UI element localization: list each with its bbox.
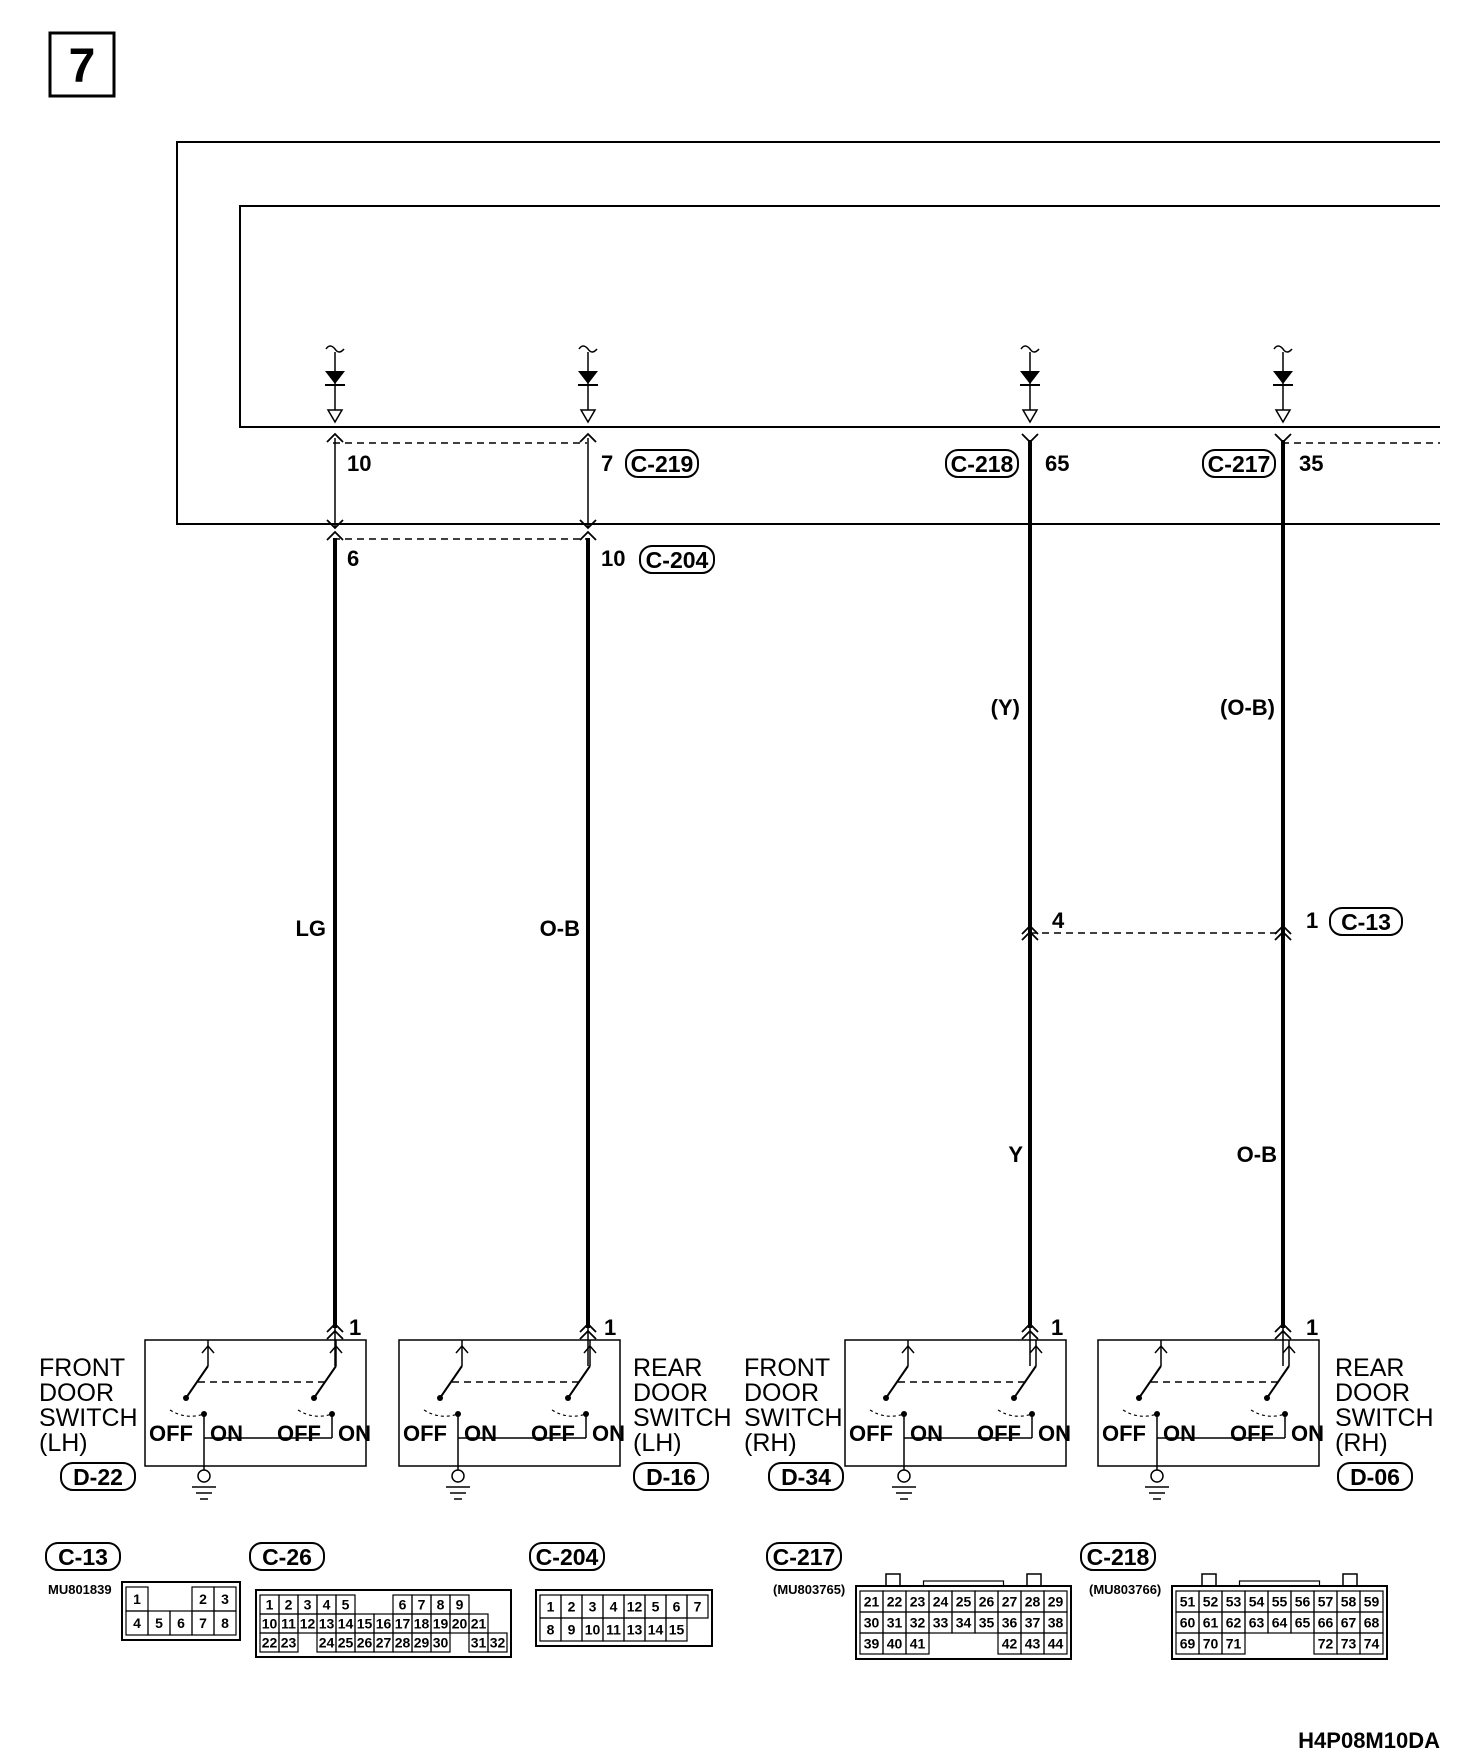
connector-view-c-13 (46, 1543, 240, 1640)
door-switch-rear-lh (399, 1328, 625, 1499)
ecu-input-front-lh (325, 346, 345, 422)
connector-pin-number: 19 (432, 1615, 449, 1632)
wire-color-ob-rh: O-B (1236, 1142, 1277, 1167)
connector-pin-number: 14 (337, 1615, 354, 1632)
mid-pin-ob: 1 (1306, 908, 1319, 933)
mid-pin-y: 4 (1052, 908, 1065, 933)
connector-tag-d-22 (61, 1463, 135, 1490)
connector-pin-number: 42 (1001, 1635, 1018, 1652)
connector-pin-number: 36 (1001, 1614, 1018, 1631)
connector-pin-number: 69 (1179, 1635, 1196, 1652)
connector-pin-number: 11 (606, 1621, 621, 1638)
connector-pin-number: 5 (651, 1598, 660, 1615)
connector-tag-d-06 (1338, 1463, 1412, 1490)
connector-pin-number: 37 (1024, 1614, 1041, 1631)
connector-pin-number: 73 (1340, 1635, 1357, 1652)
switch-pivot (311, 1395, 317, 1401)
connector-pin-number: 13 (626, 1621, 643, 1638)
svg-text:DOOR: DOOR (39, 1379, 114, 1407)
svg-text:FRONT: FRONT (39, 1354, 126, 1382)
switch-off-label: OFF (1230, 1421, 1274, 1446)
connector-view-c-26 (250, 1543, 511, 1657)
connector-pin-number: 60 (1179, 1614, 1196, 1631)
connector-pin-number: 26 (978, 1593, 995, 1610)
connector-pin-number: 40 (886, 1635, 903, 1652)
ecu-inner-module (240, 206, 1440, 427)
svg-text:SWITCH: SWITCH (1335, 1404, 1434, 1432)
connector-pin-number: 15 (668, 1621, 685, 1638)
ground-terminal (1151, 1470, 1163, 1482)
connector-view-name: C-13 (58, 1544, 108, 1570)
connector-pin-number: 62 (1225, 1614, 1242, 1631)
terminal-ecu-ob-rh (1275, 434, 1291, 442)
terminal-ecu-y (1022, 434, 1038, 442)
svg-text:DOOR: DOOR (1335, 1379, 1410, 1407)
svg-text:C-219: C-219 (630, 451, 694, 477)
switch-travel-arc (998, 1410, 1032, 1416)
connector-pin-number: 1 (133, 1591, 141, 1607)
svg-text:C-204: C-204 (645, 547, 709, 573)
connector-pin-number: 32 (489, 1634, 506, 1651)
connector-latch (1202, 1574, 1216, 1586)
connector-pin-number: 55 (1271, 1593, 1288, 1610)
wire-color-ob-lh: O-B (539, 916, 580, 941)
switch-pivot (883, 1395, 889, 1401)
switch-box (145, 1340, 366, 1466)
svg-text:C-217: C-217 (1207, 451, 1271, 477)
switch-on-label: ON (210, 1421, 243, 1446)
input-noise-symbol (1274, 346, 1292, 352)
connector-pin-number: 44 (1047, 1635, 1064, 1652)
svg-text:SWITCH: SWITCH (744, 1404, 843, 1432)
switch-on-label: ON (1038, 1421, 1071, 1446)
connector-pin-number: 39 (863, 1635, 880, 1652)
switch-pivot (1264, 1395, 1270, 1401)
connector-pin-number: 14 (647, 1621, 664, 1638)
svg-text:(RH): (RH) (744, 1429, 797, 1457)
svg-text:SWITCH: SWITCH (633, 1404, 732, 1432)
connector-pin-number: 66 (1317, 1614, 1334, 1631)
input-noise-symbol (326, 346, 344, 352)
diode-icon (325, 371, 345, 384)
ecu-input-front-rh (1020, 346, 1040, 422)
input-arrow-icon (1023, 410, 1037, 422)
connector-pin-number: 61 (1202, 1614, 1219, 1631)
connector-pin-number: 38 (1047, 1614, 1064, 1631)
door-switch-front-lh (145, 1328, 371, 1499)
connector-pin-number: 72 (1317, 1635, 1334, 1652)
connector-pin-number: 52 (1202, 1593, 1219, 1610)
connector-pin-number: 20 (451, 1615, 468, 1632)
connector-part-number: (MU803766) (1089, 1582, 1162, 1597)
wire-color-y: Y (1008, 1142, 1023, 1167)
connector-view-c-217 (767, 1543, 1071, 1659)
connector-tag-c-218 (946, 450, 1018, 477)
switch-travel-arc (552, 1410, 586, 1416)
svg-text:C-218: C-218 (950, 451, 1014, 477)
ecu-input-rear-lh (578, 346, 598, 422)
connector-pin-number: 8 (221, 1615, 229, 1631)
switch-travel-arc (424, 1410, 458, 1416)
connector-pin-number: 2 (284, 1596, 293, 1613)
connector-latch (886, 1574, 900, 1586)
switch-off-label: OFF (531, 1421, 575, 1446)
switch-pivot (1136, 1395, 1142, 1401)
door-switch-front-rh (845, 1328, 1071, 1499)
diode-icon (1020, 371, 1040, 384)
switch-on-label: ON (910, 1421, 943, 1446)
connector-pin-number: 15 (356, 1615, 373, 1632)
switch-pin-rear-rh: 1 (1306, 1315, 1319, 1340)
switch-pivot (565, 1395, 571, 1401)
connector-pin-number: 54 (1248, 1593, 1265, 1610)
switch-pin-rear-lh: 1 (604, 1315, 617, 1340)
connector-tag-c-204 (640, 546, 714, 573)
connector-pin-number: 56 (1294, 1593, 1311, 1610)
connector-pin-number: 13 (318, 1615, 335, 1632)
connector-pin-number: 2 (567, 1598, 576, 1615)
diode-icon (578, 371, 598, 384)
connector-pin-number: 10 (584, 1621, 601, 1638)
connector-pin-number: 21 (470, 1615, 487, 1632)
connector-pin-number: 9 (567, 1621, 576, 1638)
svg-text:FRONT: FRONT (744, 1354, 831, 1382)
switch-on-label: ON (338, 1421, 371, 1446)
ground-terminal (452, 1470, 464, 1482)
connector-pin-number: 10 (261, 1615, 278, 1632)
switch-off-label: OFF (149, 1421, 193, 1446)
connector-pin-number: 24 (932, 1593, 949, 1610)
switch-box (1098, 1340, 1319, 1466)
svg-text:D-16: D-16 (646, 1464, 696, 1490)
connector-pin-number: 32 (909, 1614, 926, 1631)
switch-on-label: ON (592, 1421, 625, 1446)
switch-pin-front-rh: 1 (1051, 1315, 1064, 1340)
connector-pin-number: 23 (280, 1634, 297, 1651)
connector-pin-number: 6 (672, 1598, 681, 1615)
connector-pin-number: 8 (546, 1621, 555, 1638)
connector-pin-number: 35 (978, 1614, 995, 1631)
connector-pin-number: 53 (1225, 1593, 1242, 1610)
switch-off-label: OFF (403, 1421, 447, 1446)
connector-pin-number: 4 (133, 1615, 141, 1631)
connector-pin-number: 12 (626, 1598, 643, 1615)
switch-off-label: OFF (849, 1421, 893, 1446)
connector-pin-number: 30 (432, 1634, 449, 1651)
connector-pin-number: 4 (322, 1596, 331, 1613)
connector-view-c-218 (1081, 1543, 1387, 1659)
connector-pin-number: 25 (337, 1634, 354, 1651)
switch-on-label: ON (464, 1421, 497, 1446)
terminal-chevron (1275, 434, 1291, 442)
connector-pin-number: 43 (1024, 1635, 1041, 1652)
svg-text:(RH): (RH) (1335, 1429, 1388, 1457)
switch-box (845, 1340, 1066, 1466)
door-switch-rear-rh (1098, 1328, 1324, 1499)
switch-pivot (437, 1395, 443, 1401)
switch-travel-arc (170, 1410, 204, 1416)
connector-pin-number: 7 (693, 1598, 702, 1615)
ecu-pin-y: 65 (1045, 451, 1070, 476)
connector-pin-number: 71 (1225, 1635, 1242, 1652)
svg-text:(LH): (LH) (39, 1429, 88, 1457)
connector-pin-number: 41 (909, 1635, 926, 1652)
diode-icon (1273, 371, 1293, 384)
switch-on-label: ON (1163, 1421, 1196, 1446)
connector-pin-number: 22 (886, 1593, 903, 1610)
connector-tag-c-219 (626, 450, 698, 477)
connector-pin-number: 16 (375, 1615, 392, 1632)
input-arrow-icon (581, 410, 595, 422)
switch-pivot (183, 1395, 189, 1401)
svg-text:D-06: D-06 (1350, 1464, 1400, 1490)
connector-pin-number: 70 (1202, 1635, 1219, 1652)
wire-color-upper-ob: (O-B) (1220, 695, 1275, 720)
connector-pin-number: 11 (281, 1615, 296, 1632)
switch-label-rear-rh (1335, 1354, 1434, 1457)
page-number: 7 (68, 40, 96, 93)
connector-pin-number: 31 (470, 1634, 487, 1651)
connector-pin-number: 74 (1363, 1635, 1380, 1652)
connector-tag-c-217 (1203, 450, 1275, 477)
connector-tag-c-13 (1330, 908, 1402, 935)
figure-id: H4P08M10DA (1298, 1728, 1440, 1753)
connector-pin-number: 9 (455, 1596, 464, 1613)
connector-pin-number: 28 (1024, 1593, 1041, 1610)
connector-pin-number: 3 (221, 1591, 229, 1607)
switch-travel-arc (298, 1410, 332, 1416)
connector-pin-number: 31 (886, 1614, 903, 1631)
connector-pin-number: 24 (318, 1634, 335, 1651)
svg-text:DOOR: DOOR (744, 1379, 819, 1407)
switch-on-label: ON (1291, 1421, 1324, 1446)
connector-pin-number: 26 (356, 1634, 373, 1651)
connector-pin-number: 4 (609, 1598, 618, 1615)
connector-pin-number: 33 (932, 1614, 949, 1631)
connector-pin-number: 29 (413, 1634, 430, 1651)
connector-pin-number: 27 (1001, 1593, 1018, 1610)
connector-pin-number: 12 (299, 1615, 316, 1632)
ground-terminal (898, 1470, 910, 1482)
svg-text:DOOR: DOOR (633, 1379, 708, 1407)
connector-pin-number: 6 (177, 1615, 185, 1631)
svg-text:REAR: REAR (1335, 1354, 1405, 1382)
connector-pin-number: 51 (1179, 1593, 1196, 1610)
connector-pin-number: 3 (303, 1596, 312, 1613)
connector-pin-number: 23 (909, 1593, 926, 1610)
connector-pin-number: 6 (398, 1596, 407, 1613)
connector-pin-number: 63 (1248, 1614, 1265, 1631)
connector-view-name: C-217 (772, 1544, 836, 1570)
svg-text:D-22: D-22 (73, 1464, 123, 1490)
connector-pin-number: 25 (955, 1593, 972, 1610)
connector-part-number: (MU803765) (773, 1582, 846, 1597)
terminal-chevron (1022, 434, 1038, 442)
connector-pin-number: 64 (1271, 1614, 1288, 1631)
connector-tag-d-34 (769, 1463, 843, 1490)
wire-color-upper-y: (Y) (990, 695, 1020, 720)
switch-label-front-lh (39, 1354, 138, 1457)
ecu-pin-ob-rh: 35 (1299, 451, 1324, 476)
ground-terminal (198, 1470, 210, 1482)
connector-pin-number: 65 (1294, 1614, 1311, 1631)
svg-text:(LH): (LH) (633, 1429, 682, 1457)
connector-pin-number: 1 (546, 1598, 555, 1615)
connector-pin-number: 34 (955, 1614, 972, 1631)
svg-text:SWITCH: SWITCH (39, 1404, 138, 1432)
connector-pin-number: 58 (1340, 1593, 1357, 1610)
connector-pin-number: 28 (394, 1634, 411, 1651)
connector-pin-number: 17 (394, 1615, 411, 1632)
connector-pin-number: 8 (436, 1596, 445, 1613)
input-arrow-icon (328, 410, 342, 422)
switch-travel-arc (1251, 1410, 1285, 1416)
ecu-input-rear-rh (1273, 346, 1293, 422)
switch-pivot (1011, 1395, 1017, 1401)
connector-tag-d-16 (634, 1463, 708, 1490)
junction-pin-ob: 10 (601, 546, 626, 571)
connector-pin-number: 67 (1340, 1614, 1357, 1631)
connector-pin-number: 22 (261, 1634, 278, 1651)
svg-text:D-34: D-34 (781, 1464, 831, 1490)
ecu-pin-lg: 10 (347, 451, 372, 476)
svg-text:C-13: C-13 (1341, 909, 1391, 935)
connector-pin-number: 68 (1363, 1614, 1380, 1631)
connector-view-c-204 (530, 1543, 712, 1646)
switch-label-rear-lh (633, 1354, 732, 1457)
switch-travel-arc (1123, 1410, 1157, 1416)
input-noise-symbol (579, 346, 597, 352)
connector-pin-number: 18 (413, 1615, 430, 1632)
connector-pin-number: 2 (199, 1591, 207, 1607)
connector-face-views (46, 1543, 1387, 1659)
connector-latch (1343, 1574, 1357, 1586)
input-arrow-icon (1276, 410, 1290, 422)
ecu-pin-ob-lh: 7 (601, 451, 614, 476)
connector-view-name: C-26 (262, 1544, 312, 1570)
connector-pin-number: 57 (1317, 1593, 1334, 1610)
connector-pin-number: 30 (863, 1614, 880, 1631)
svg-text:REAR: REAR (633, 1354, 703, 1382)
switch-label-front-rh (744, 1354, 843, 1457)
connector-pin-number: 1 (265, 1596, 274, 1613)
connector-view-name: C-204 (535, 1544, 599, 1570)
connector-pin-number: 3 (588, 1598, 597, 1615)
connector-pin-number: 7 (417, 1596, 426, 1613)
connector-pin-number: 21 (863, 1593, 880, 1610)
switch-travel-arc (870, 1410, 904, 1416)
connector-pin-number: 59 (1363, 1593, 1380, 1610)
connector-view-name: C-218 (1086, 1544, 1150, 1570)
junction-pin-lg: 6 (347, 546, 360, 571)
input-noise-symbol (1021, 346, 1039, 352)
connector-pin-number: 5 (155, 1615, 163, 1631)
switch-pin-front-lh: 1 (349, 1315, 362, 1340)
ecu-input-circuits (325, 346, 1293, 422)
door-switches (145, 1328, 1324, 1499)
connector-pin-number: 27 (375, 1634, 392, 1651)
connector-terminals (327, 434, 1291, 1339)
connector-pin-number: 5 (341, 1596, 350, 1613)
switch-box (399, 1340, 620, 1466)
switch-off-label: OFF (1102, 1421, 1146, 1446)
wire-harness (335, 438, 1283, 1328)
connector-pin-number: 29 (1047, 1593, 1064, 1610)
connector-latch (1027, 1574, 1041, 1586)
wire-color-lg: LG (295, 916, 326, 941)
connector-pin-number: 7 (199, 1615, 207, 1631)
switch-off-label: OFF (277, 1421, 321, 1446)
connector-part-number: MU801839 (48, 1582, 112, 1597)
switch-off-label: OFF (977, 1421, 1021, 1446)
